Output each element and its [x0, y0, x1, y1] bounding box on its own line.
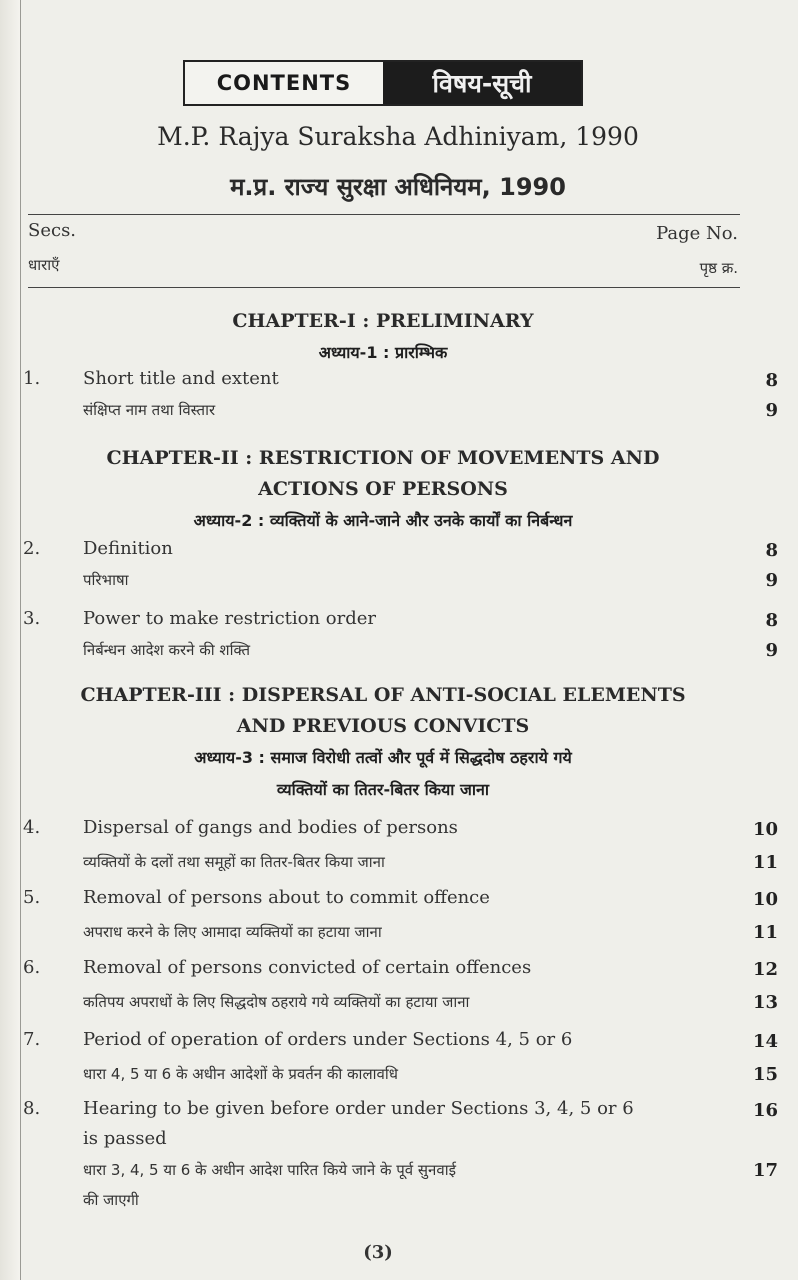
chapter-heading-hi: अध्याय-2 : व्यक्तियों के आने-जाने और उनके कार्यों का निर्बन्धन — [193, 511, 573, 530]
section-title-hi: अपराध करने के लिए आमादा व्यक्तियों का हटाया जाना — [83, 923, 382, 941]
top-rule — [28, 214, 740, 215]
section-title-en: Power to make restriction order — [83, 608, 377, 629]
section-number: 1. — [23, 368, 41, 389]
section-title-en: Removal of persons convicted of certain offences — [83, 957, 532, 978]
page-number-hi: 9 — [765, 640, 778, 661]
contents-header-box — [183, 60, 583, 106]
page-no-heading-en: Page No. — [656, 223, 738, 244]
section-title-en: Hearing to be given before order under Sections 3, 4, 5 or 6 — [83, 1098, 634, 1119]
section-number: 8. — [23, 1098, 41, 1119]
page-number-hi: 13 — [752, 992, 778, 1013]
section-number: 6. — [23, 957, 41, 978]
page-number-en: 10 — [752, 819, 778, 840]
section-title-en: Period of operation of orders under Sections 4, 5 or 6 — [83, 1029, 573, 1050]
chapter-heading-hi: व्यक्तियों का तितर-बितर किया जाना — [276, 780, 490, 799]
chapter-heading-en: CHAPTER-I : PRELIMINARY — [232, 310, 534, 332]
section-title-hi: परिभाषा — [83, 571, 129, 589]
page-number-hi: 9 — [765, 400, 778, 421]
page-number-hi: 11 — [752, 922, 778, 943]
act-title-hi: म.प्र. राज्य सुरक्षा अधिनियम, 1990 — [230, 173, 566, 201]
section-title-hi: संक्षिप्त नाम तथा विस्तार — [83, 401, 216, 419]
contents-page — [23, 0, 778, 1280]
header-bottom-rule — [28, 287, 740, 288]
section-title-en: Definition — [83, 538, 173, 559]
chapter-heading-hi: अध्याय-1 : प्रारम्भिक — [318, 343, 448, 362]
page-number-en: 8 — [765, 370, 778, 391]
page-number-en: 8 — [765, 610, 778, 631]
page-number-footer: (3) — [363, 1242, 393, 1263]
chapter-heading-en: CHAPTER-II : RESTRICTION OF MOVEMENTS AND — [106, 447, 660, 469]
section-number: 5. — [23, 887, 41, 908]
chapter-heading-en: CHAPTER-III : DISPERSAL OF ANTI-SOCIAL ELEMENTS — [80, 684, 686, 706]
chapter-heading-hi: अध्याय-3 : समाज विरोधी तत्वों और पूर्व में सिद्धदोष ठहराये गये — [194, 748, 572, 767]
contents-label-hi: विषय-सूची — [383, 62, 581, 104]
page-number-hi: 17 — [752, 1160, 778, 1181]
page-number-en: 14 — [752, 1031, 778, 1052]
section-number: 2. — [23, 538, 41, 559]
chapter-heading-en: AND PREVIOUS CONVICTS — [236, 715, 530, 737]
chapter-heading-en: ACTIONS OF PERSONS — [258, 478, 508, 500]
page-number-en: 12 — [752, 959, 778, 980]
page-number-hi: 9 — [765, 570, 778, 591]
section-title-hi: की जाएगी — [83, 1191, 139, 1209]
section-title-hi: कतिपय अपराधों के लिए सिद्धदोष ठहराये गये व्यक्तियों का हटाया जाना — [83, 993, 470, 1011]
page-number-hi: 15 — [752, 1064, 778, 1085]
section-number: 7. — [23, 1029, 41, 1050]
page-number-en: 10 — [752, 889, 778, 910]
page-number-en: 8 — [765, 540, 778, 561]
section-title-en: Dispersal of gangs and bodies of persons — [83, 817, 458, 838]
section-title-hi: धारा 3, 4, 5 या 6 के अधीन आदेश पारित किये जाने के पूर्व सुनवाई — [83, 1161, 456, 1179]
page-number-hi: 11 — [752, 852, 778, 873]
contents-label-en: CONTENTS — [185, 62, 383, 104]
section-number: 4. — [23, 817, 41, 838]
page-number-en: 16 — [752, 1100, 778, 1121]
act-title-en: M.P. Rajya Suraksha Adhiniyam, 1990 — [157, 122, 639, 151]
secs-heading-en: Secs. — [28, 220, 77, 241]
section-title-en: Removal of persons about to commit offence — [83, 887, 490, 908]
section-title-hi: व्यक्तियों के दलों तथा समूहों का तितर-बितर किया जाना — [83, 853, 385, 871]
section-title-hi: धारा 4, 5 या 6 के अधीन आदेशों के प्रवर्तन की कालावधि — [83, 1065, 398, 1083]
section-number: 3. — [23, 608, 41, 629]
section-title-en: is passed — [83, 1128, 167, 1149]
section-title-en: Short title and extent — [83, 368, 279, 389]
page-no-heading-hi: पृष्ठ क्र. — [699, 259, 738, 277]
book-spine-edge — [0, 0, 21, 1280]
section-title-hi: निर्बन्धन आदेश करने की शक्ति — [83, 641, 251, 659]
secs-heading-hi: धाराएँ — [28, 256, 60, 274]
